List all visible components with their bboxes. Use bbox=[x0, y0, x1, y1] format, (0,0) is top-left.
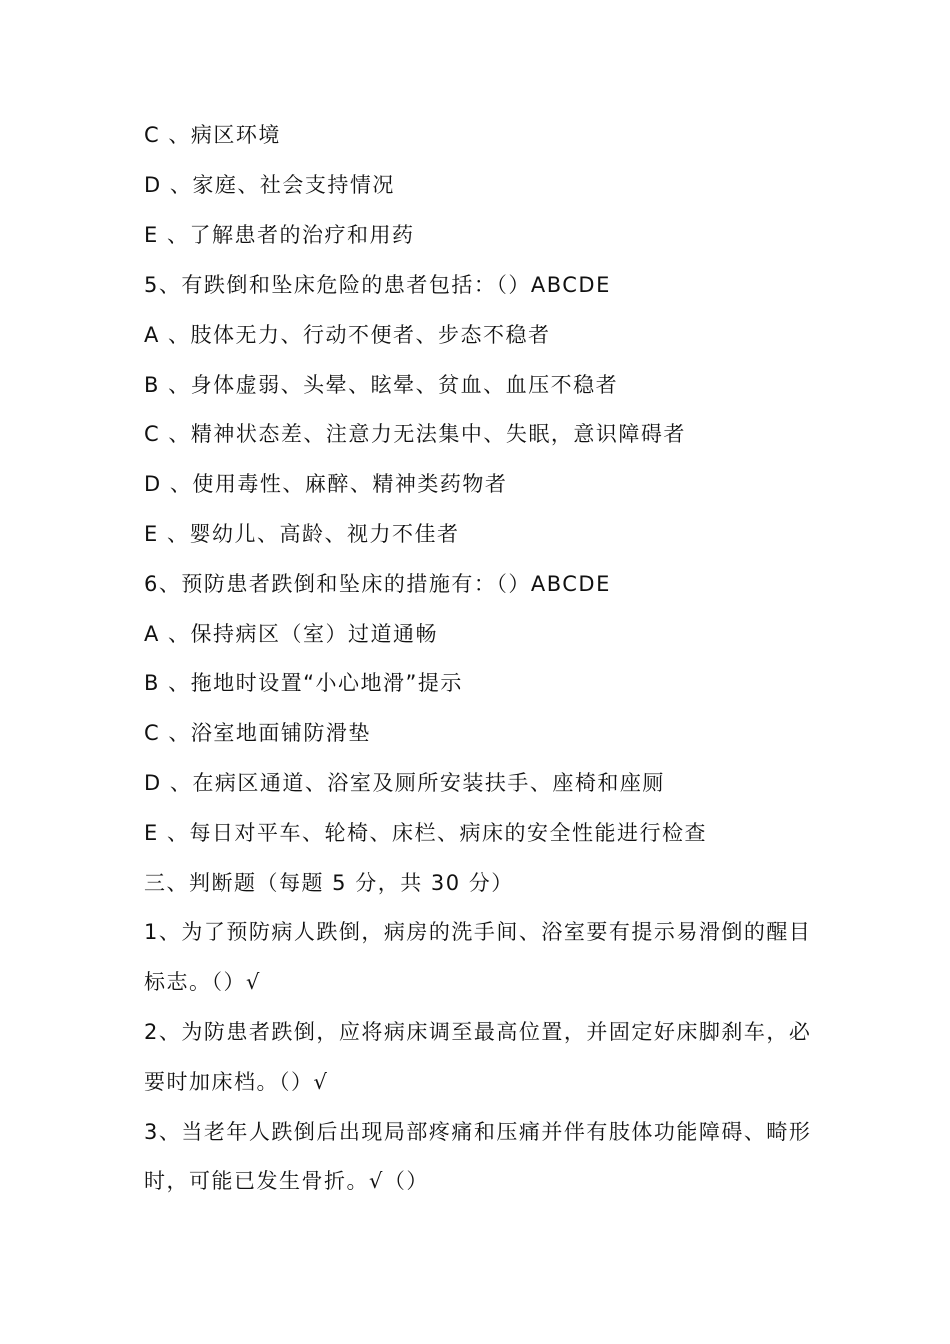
question-line: 标志。（）√ bbox=[144, 970, 261, 994]
option-line: A 、肢体无力、行动不便者、步态不稳者 bbox=[144, 323, 551, 347]
section-heading: 三、判断题（每题 5 分，共 30 分） bbox=[144, 871, 514, 895]
question-line: 时，可能已发生骨折。√（） bbox=[144, 1169, 429, 1193]
option-line: E 、每日对平车、轮椅、床栏、病床的安全性能进行检查 bbox=[144, 821, 707, 845]
option-line: D 、使用毒性、麻醉、精神类药物者 bbox=[144, 472, 508, 496]
option-line: E 、婴幼儿、高龄、视力不佳者 bbox=[144, 522, 460, 546]
option-line: B 、身体虚弱、头晕、眩晕、贫血、血压不稳者 bbox=[144, 373, 619, 397]
question-line: 要时加床档。（）√ bbox=[144, 1070, 329, 1094]
question-line: 3、当老年人跌倒后出现局部疼痛和压痛并伴有肢体功能障碍、畸形 bbox=[144, 1120, 812, 1144]
question-line: 6、预防患者跌倒和坠床的措施有：（）ABCDE bbox=[144, 572, 611, 596]
option-line: D 、家庭、社会支持情况 bbox=[144, 173, 395, 197]
option-line: A 、保持病区（室）过道通畅 bbox=[144, 622, 439, 646]
option-line: C 、精神状态差、注意力无法集中、失眠，意识障碍者 bbox=[144, 422, 686, 446]
question-line: 2、为防患者跌倒，应将病床调至最高位置，并固定好床脚刹车，必 bbox=[144, 1020, 812, 1044]
option-line: D 、在病区通道、浴室及厕所安装扶手、座椅和座厕 bbox=[144, 771, 665, 795]
option-line: B 、拖地时设置“小心地滑”提示 bbox=[144, 671, 463, 695]
question-line: 5、有跌倒和坠床危险的患者包括：（）ABCDE bbox=[144, 273, 611, 297]
option-line: C 、病区环境 bbox=[144, 123, 281, 147]
option-line: E 、了解患者的治疗和用药 bbox=[144, 223, 415, 247]
question-line: 1、为了预防病人跌倒，病房的洗手间、浴室要有提示易滑倒的醒目 bbox=[144, 920, 812, 944]
option-line: C 、浴室地面铺防滑垫 bbox=[144, 721, 371, 745]
